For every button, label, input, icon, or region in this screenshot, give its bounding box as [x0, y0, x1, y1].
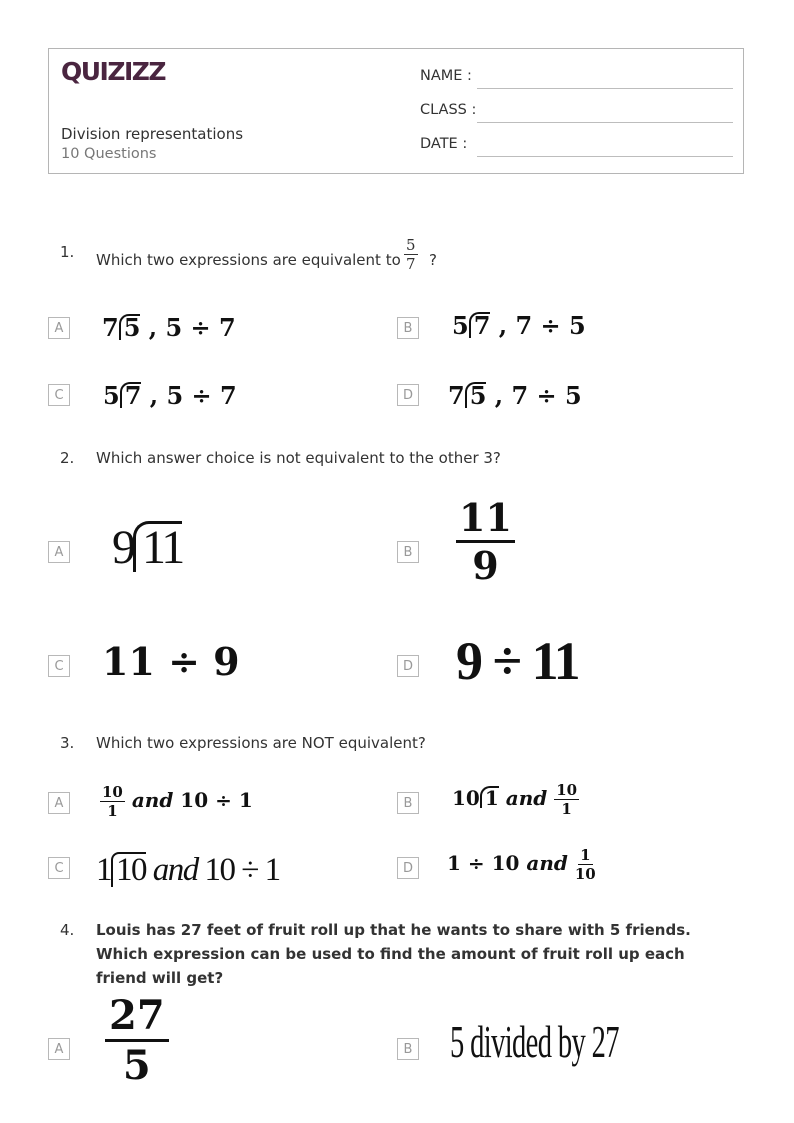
name-field[interactable] [477, 88, 733, 89]
question-number: 4. [60, 921, 75, 939]
name-label: NAME : [420, 68, 472, 84]
question-text: Which answer choice is not equivalent to the other 3? [96, 449, 501, 467]
question-text: Which two expressions are equivalent to [96, 251, 401, 269]
option-b-answer[interactable]: $\frac{11}{9}$ [456, 495, 515, 588]
question-number: 1. [60, 243, 75, 261]
option-b-answer[interactable]: 5 divided by 27 [450, 1016, 619, 1067]
question-text: Which two expressions are NOT equivalent? [96, 734, 426, 752]
option-a-marker[interactable]: A [48, 317, 70, 339]
question-text: Louis has 27 feet of fruit roll up that he wants to share with 5 friends. Which expression can be used to find the amount of fruit roll up each friend will get? [96, 921, 691, 987]
option-b-marker[interactable]: B [397, 792, 419, 814]
option-a-answer[interactable]: 7 5 , 5 ÷ 7 [102, 313, 236, 342]
question-number: 2. [60, 449, 75, 467]
option-c-marker[interactable]: C [48, 857, 70, 879]
option-c-answer[interactable]: 5 7 , 5 ÷ 7 [103, 381, 237, 410]
option-d-answer[interactable]: 1 ÷ 10 and $\frac{1}{10}$ [447, 846, 596, 883]
option-c-answer[interactable]: 1 10 and 10 ÷ 1 [96, 852, 280, 888]
option-c-marker[interactable]: C [48, 655, 70, 677]
question-count: 10 Questions [61, 146, 157, 162]
date-field[interactable] [477, 156, 733, 157]
option-d-answer[interactable]: 9 ÷ 11 [456, 631, 579, 691]
option-d-marker[interactable]: D [397, 655, 419, 677]
option-b-marker[interactable]: B [397, 541, 419, 563]
option-b-marker[interactable]: B [397, 317, 419, 339]
question-fraction: $\frac{5}{7}$ [406, 236, 416, 273]
option-a-answer[interactable]: $\frac{10}{1}$ and 10 ÷ 1 [102, 783, 253, 820]
worksheet-title: Division representations [61, 125, 244, 143]
option-c-answer[interactable]: 11 ÷ 9 [102, 639, 240, 684]
option-a-answer[interactable]: $\frac{27}{5}$ [105, 992, 169, 1089]
option-b-marker[interactable]: B [397, 1038, 419, 1060]
date-label: DATE : [420, 136, 468, 152]
quizizz-logo: QUIZIZZ [61, 57, 166, 86]
option-b-answer[interactable]: 10 1 and $\frac{10}{1}$ [452, 781, 578, 818]
class-field[interactable] [477, 122, 733, 123]
option-a-answer[interactable]: 9 11 [112, 521, 183, 574]
question-number: 3. [60, 734, 75, 752]
question-suffix: ? [429, 251, 437, 269]
option-b-answer[interactable]: 5 7 , 7 ÷ 5 [452, 311, 586, 340]
option-d-answer[interactable]: 7 5 , 7 ÷ 5 [448, 381, 582, 410]
option-a-marker[interactable]: A [48, 1038, 70, 1060]
option-d-marker[interactable]: D [397, 857, 419, 879]
option-c-marker[interactable]: C [48, 384, 70, 406]
option-a-marker[interactable]: A [48, 541, 70, 563]
class-label: CLASS : [420, 102, 477, 118]
option-d-marker[interactable]: D [397, 384, 419, 406]
option-a-marker[interactable]: A [48, 792, 70, 814]
